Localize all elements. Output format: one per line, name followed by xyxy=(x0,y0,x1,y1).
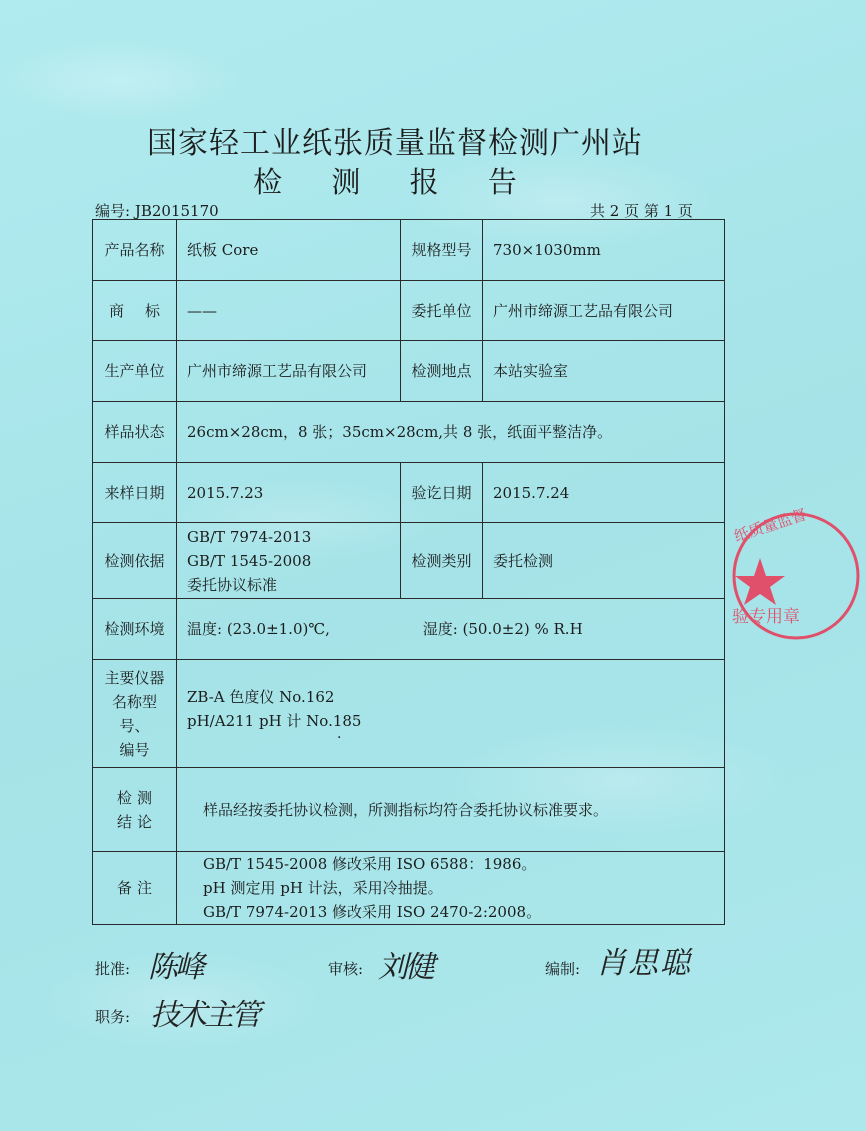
instruments-value: ZB-A 色度仪 No.162 pH/A211 pH 计 No.185 · xyxy=(177,660,725,768)
finish-value: 2015.7.24 xyxy=(483,463,725,523)
row-instruments xyxy=(93,660,725,768)
sample-label: 样品状态 xyxy=(93,402,177,463)
report-title: 检 测 报 告 xyxy=(253,165,537,199)
basis-value: GB/T 7974-2013 GB/T 1545-2008 委托协议标准 xyxy=(177,523,401,599)
maker-label: 生产单位 xyxy=(93,341,177,402)
client-value: 广州市缔源工艺品有限公司 xyxy=(483,281,725,341)
row-basis xyxy=(93,523,725,599)
review-signature: 刘健 xyxy=(378,950,432,985)
instruments-label: 主要仪器 名称型号、 编号 xyxy=(93,660,177,768)
location-label: 检测地点 xyxy=(401,341,483,402)
title-label: 职务: xyxy=(95,1008,131,1026)
title-signature: 技术主管 xyxy=(150,998,258,1033)
remarks-value: GB/T 1545-2008 修改采用 ISO 6588：1986。 pH 测定用 pH 计法，采用冷抽提。 GB/T 7974-2013 修改采用 ISO 2470-2:2008。 xyxy=(177,852,725,925)
approve-signature: 陈峰 xyxy=(148,950,202,985)
review-label: 审核: xyxy=(328,960,364,978)
finish-label: 验讫日期 xyxy=(401,463,483,523)
sample-value: 26cm×28cm，8 张；35cm×28cm,共 8 张，纸面平整洁净。 xyxy=(177,402,725,463)
row-maker xyxy=(93,341,725,402)
compile-label: 编制: xyxy=(545,960,581,978)
seal-star-icon xyxy=(735,558,785,605)
location-value: 本站实验室 xyxy=(483,341,725,402)
row-dates xyxy=(93,463,725,523)
trademark-label: 商 标 xyxy=(93,281,177,341)
compile-signature: 肖思聪 xyxy=(596,946,692,981)
basis-label: 检测依据 xyxy=(93,523,177,599)
spec-value: 730×1030mm xyxy=(483,220,725,281)
org-title: 国家轻工业纸张质量监督检测广州站 xyxy=(147,126,643,161)
maker-value: 广州市缔源工艺品有限公司 xyxy=(177,341,401,402)
product-name-value: 纸板 Core xyxy=(177,220,401,281)
row-remarks xyxy=(93,852,725,925)
approve-label: 批准: xyxy=(95,960,131,978)
category-label: 检测类别 xyxy=(401,523,483,599)
row-conclusion xyxy=(93,768,725,852)
conclusion-value: 样品经按委托协议检测，所测指标均符合委托协议标准要求。 xyxy=(177,768,725,852)
conclusion-label: 检 测 结 论 xyxy=(93,768,177,852)
seal-top-text: 纸质量监督 xyxy=(731,505,809,546)
report-table xyxy=(92,219,725,925)
arrival-label: 来样日期 xyxy=(93,463,177,523)
inspection-seal-icon xyxy=(726,500,866,650)
row-environment xyxy=(93,599,725,660)
env-value xyxy=(177,599,725,660)
client-label: 委托单位 xyxy=(401,281,483,341)
category-value: 委托检测 xyxy=(483,523,725,599)
seal-bottom-text: 验专用章 xyxy=(732,607,800,627)
row-sample xyxy=(93,402,725,463)
page-count: 共 2 页 第 1 页 xyxy=(590,202,693,220)
trademark-value: —— xyxy=(177,281,401,341)
env-humidity: 湿度: (50.0±2) % R.H xyxy=(422,620,583,638)
spec-label: 规格型号 xyxy=(401,220,483,281)
remarks-label: 备 注 xyxy=(93,852,177,925)
product-name-label: 产品名称 xyxy=(93,220,177,281)
serial-number: 编号: JB2015170 xyxy=(95,202,219,220)
row-trademark xyxy=(93,281,725,341)
env-label: 检测环境 xyxy=(93,599,177,660)
env-temperature: 温度: (23.0±1.0)℃, xyxy=(187,620,330,638)
row-product xyxy=(93,220,725,281)
arrival-value: 2015.7.23 xyxy=(177,463,401,523)
